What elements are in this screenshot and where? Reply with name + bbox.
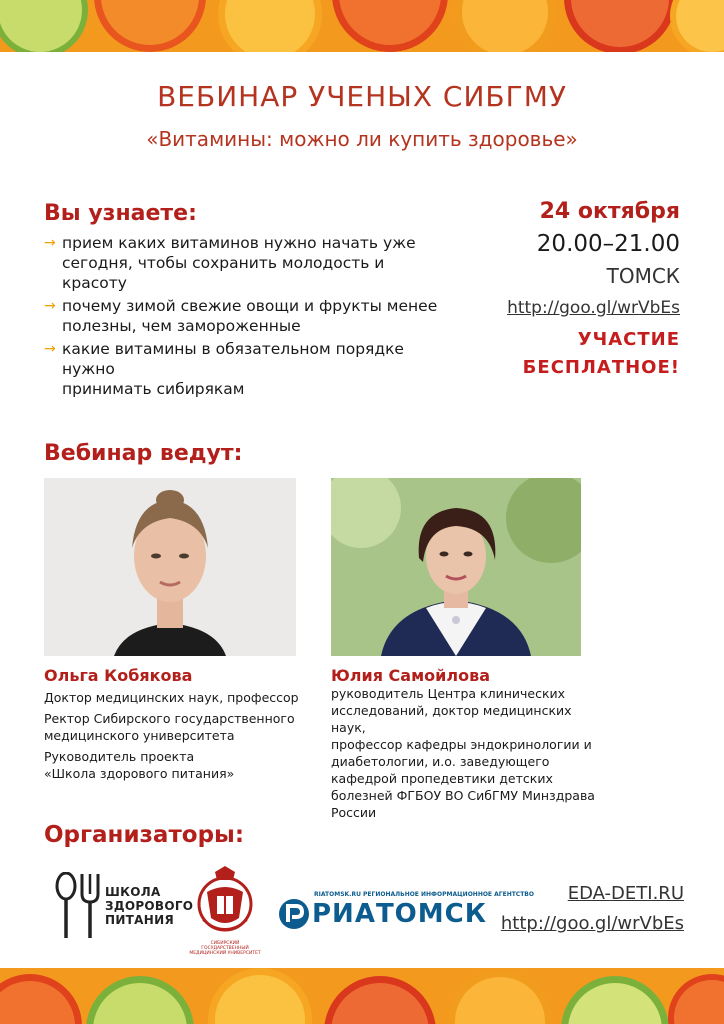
speaker-2-bio: руководитель Центра клинических исследований, доктор медицинских наук, профессор кафедры эндокринологии и диабетологии, и.о. заведующего кафедрой пропедевтики детских болезней ФГБОУ ВО СибГМУ Минздрава России — [331, 686, 595, 820]
list-item: → прием каких витаминов нужно начать уже сегодня, чтобы сохранить молодость и красоту — [44, 234, 416, 292]
page-subtitle: «Витамины: можно ли купить здоровье» — [146, 127, 578, 151]
school-logo-text: ШКОЛА ЗДОРОВОГО ПИТАНИЯ — [105, 885, 194, 927]
citrus-banner-top — [0, 0, 724, 52]
organizers-link[interactable]: http://goo.gl/wrVbEs — [500, 913, 684, 934]
speaker-1-bio: Доктор медицинских наук, профессор Ректор Сибирского государственного медицинского университета Руководитель проекта «Школа здорового питания» — [44, 690, 299, 781]
speaker-portrait-illustration — [331, 478, 581, 656]
ria-logo-icon — [278, 898, 310, 930]
citrus-banner-bottom — [0, 968, 724, 1024]
arrow-right-icon: → — [44, 298, 56, 314]
citrus-illustration — [0, 968, 724, 1024]
ria-caption: RIATOMSK.RU РЕГИОНАЛЬНОЕ ИНФОРМАЦИОННОЕ АГЕНТСТВО — [314, 891, 534, 898]
citrus-illustration — [0, 0, 724, 52]
event-date: 24 октября — [539, 199, 680, 224]
ria-logo-text: РИАТОМСК — [312, 899, 487, 929]
speaker-photo-2 — [331, 478, 581, 656]
page-title: ВЕБИНАР УЧЕНЫХ СИБГМУ — [157, 80, 567, 113]
speaker-photo-1 — [44, 478, 296, 656]
event-time: 20.00–21.00 — [536, 231, 680, 257]
site-link[interactable]: EDA-DETI.RU — [567, 883, 684, 904]
free-participation-notice: УЧАСТИЕ БЕСПЛАТНОЕ! — [522, 329, 680, 378]
spoon-fork-icon — [54, 872, 102, 940]
arrow-right-icon: → — [44, 235, 56, 251]
speaker-portrait-illustration — [44, 478, 296, 656]
hosts-heading: Вебинар ведут: — [44, 441, 243, 466]
speaker-1-name: Ольга Кобякова — [44, 666, 193, 685]
list-item: → какие витамины в обязательном порядке нужно принимать сибирякам — [44, 340, 404, 398]
speaker-2-name: Юлия Самойлова — [331, 666, 491, 685]
learn-list — [44, 233, 454, 402]
list-item: → почему зимой свежие овощи и фрукты менее полезны, чем замороженные — [44, 297, 438, 335]
registration-link[interactable]: http://goo.gl/wrVbEs — [507, 298, 680, 318]
learn-heading: Вы узнаете: — [44, 201, 197, 226]
university-emblem-icon — [195, 862, 255, 940]
university-caption: СИБИРСКИЙ ГОСУДАРСТВЕННЫЙ МЕДИЦИНСКИЙ УНИВЕРСИТЕТ — [189, 941, 261, 956]
event-city: ТОМСК — [606, 264, 680, 288]
organizers-heading: Организаторы: — [44, 822, 245, 848]
arrow-right-icon: → — [44, 341, 56, 357]
